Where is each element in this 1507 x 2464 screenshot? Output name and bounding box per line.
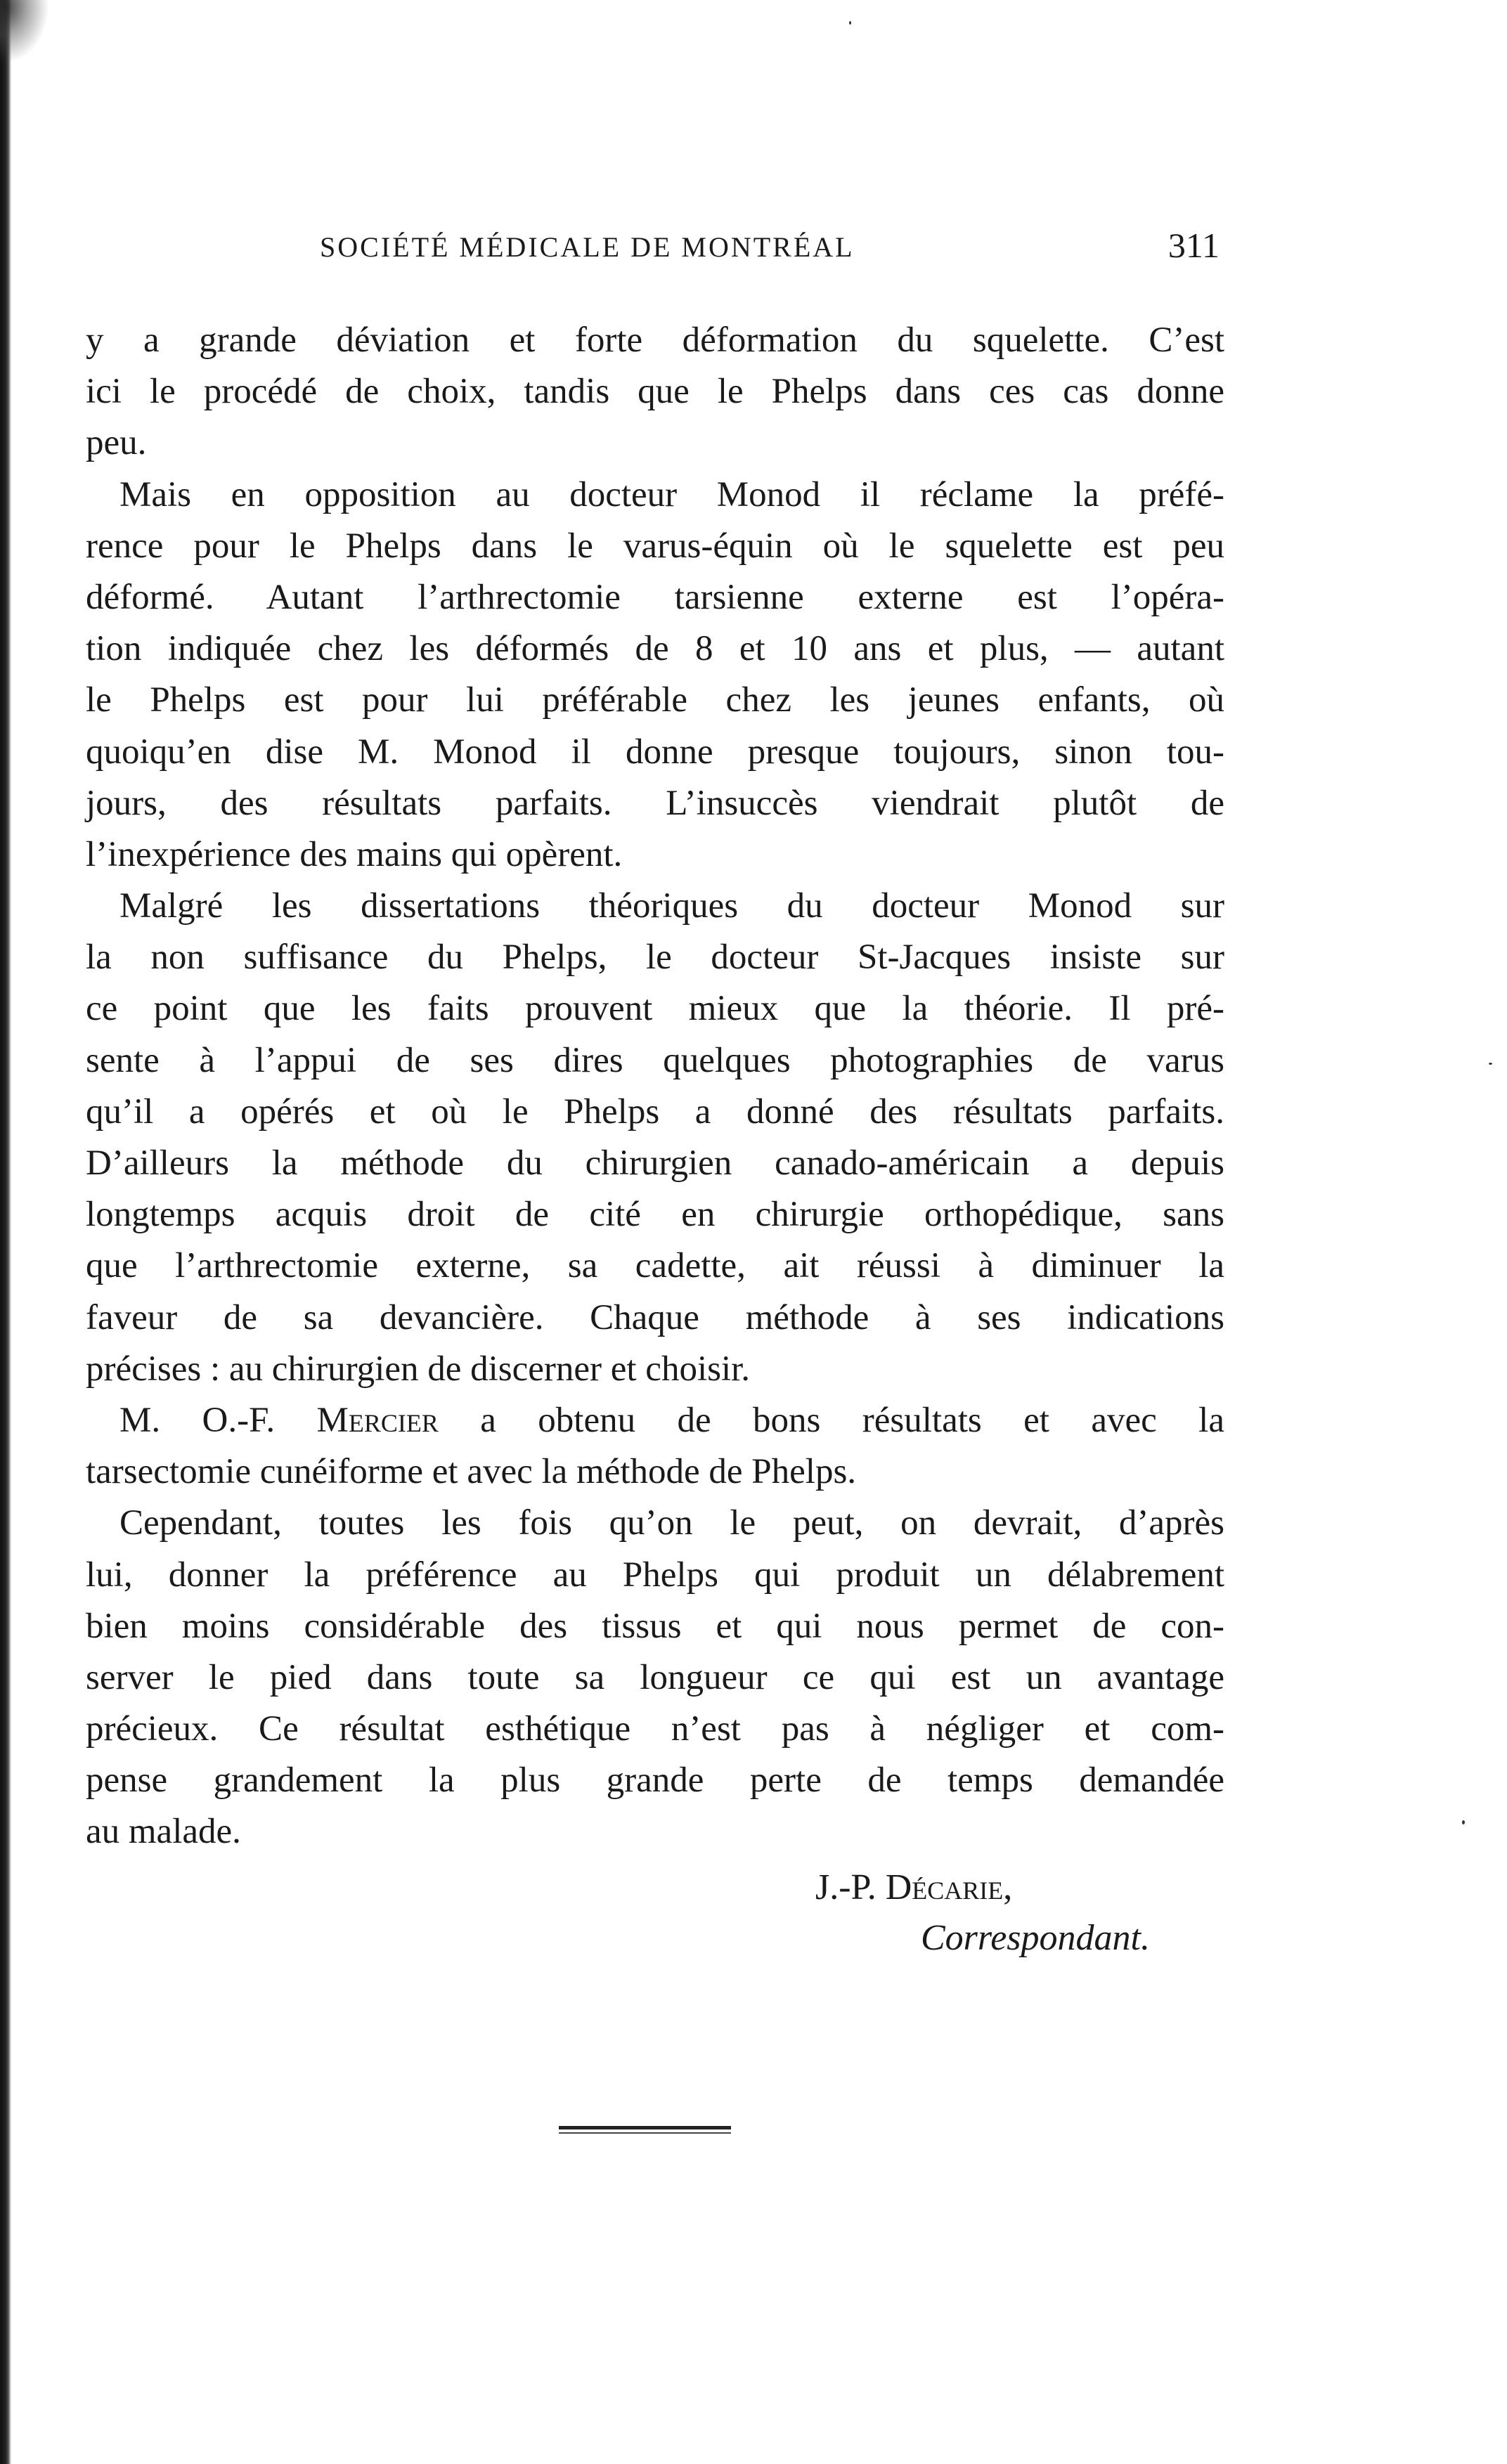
text-line: ce point que les faits prouvent mieux que la théorie. Il pré- — [86, 989, 1224, 1029]
end-rule — [559, 2132, 731, 2134]
text-line: tion indiquée chez les déformés de 8 et 10 ans et plus, — autant — [86, 629, 1224, 669]
text-line: au malade. — [86, 1812, 241, 1852]
text-line: ici le procédé de choix, tandis que le Phelps dans ces cas donne — [86, 372, 1224, 412]
page-speck — [1489, 1063, 1492, 1065]
text-line: le Phelps est pour lui préférable chez les jeunes enfants, où — [86, 680, 1224, 720]
text-line: la non suffisance du Phelps, le docteur St-Jacques insiste sur — [86, 938, 1224, 978]
speaker-name: Mercier — [316, 1400, 439, 1440]
text-line: pense grandement la plus grande perte de temps demandée — [86, 1761, 1224, 1801]
text-line: faveur de sa devancière. Chaque méthode à ses indications — [86, 1297, 1224, 1337]
signature-block — [815, 1862, 1237, 1964]
page-number: 311 — [1168, 226, 1220, 265]
text-line: peu. — [86, 423, 147, 463]
text-line: rence pour le Phelps dans le varus-équin où le squelette est peu — [86, 526, 1224, 566]
text-line: jours, des résultats parfaits. L’insuccès viendrait plutôt de — [86, 783, 1224, 823]
text-line: server le pied dans toute sa longueur ce qui est un avantage — [86, 1657, 1224, 1697]
text-line: l’inexpérience des mains qui opèrent. — [86, 834, 623, 874]
text-line: précieux. Ce résultat esthétique n’est pas à négliger et com- — [86, 1709, 1224, 1749]
corner-smudge — [0, 0, 49, 63]
text-line: qu’il a opérés et où le Phelps a donné des résultats parfaits. — [86, 1091, 1224, 1132]
text-line: longtemps acquis droit de cité en chirurgie orthopédique, sans — [86, 1195, 1224, 1235]
article-body — [86, 315, 1224, 1858]
text-line: quoiqu’en dise M. Monod il donne presque toujours, sinon tou- — [86, 732, 1224, 772]
page-speck — [1462, 1820, 1465, 1824]
text-line: Cependant, toutes les fois qu’on le peut, on devrait, d’après — [119, 1503, 1224, 1543]
author-name: J.-P. Décarie, — [815, 1867, 1013, 1907]
text-line: Malgré les dissertations théoriques du docteur Monod sur — [119, 886, 1224, 926]
text-line: bien moins considérable des tissus et qui nous permet de con- — [86, 1606, 1224, 1646]
text-line: Mais en opposition au docteur Monod il réclame la préfé- — [119, 474, 1224, 514]
text-line: précises : au chirurgien de discerner et choisir. — [86, 1349, 751, 1389]
page-binding-edge — [0, 0, 11, 2464]
text-line: lui, donner la préférence au Phelps qui produit un délabrement — [86, 1555, 1224, 1595]
text-line: tarsectomie cunéiforme et avec la méthode de Phelps. — [86, 1452, 857, 1492]
author-role: Correspondant. — [921, 1918, 1150, 1958]
text-line: déformé. Autant l’arthrectomie tarsienne externe est l’opéra- — [86, 577, 1224, 617]
page-speck — [849, 21, 851, 25]
running-title: SOCIÉTÉ MÉDICALE DE MONTRÉAL — [320, 231, 855, 263]
end-rule — [559, 2126, 731, 2129]
text-line: D’ailleurs la méthode du chirurgien canado-américain a depuis — [86, 1143, 1224, 1183]
text-line: que l’arthrectomie externe, sa cadette, ait réussi à diminuer la — [86, 1246, 1224, 1286]
text-line: y a grande déviation et forte déformation du squelette. C’est — [86, 320, 1224, 360]
page-header — [320, 225, 1220, 267]
text-line: M. O.-F. Mercier a obtenu de bons résultats et avec la — [119, 1400, 1224, 1440]
text-line: sente à l’appui de ses dires quelques photographies de varus — [86, 1040, 1224, 1080]
